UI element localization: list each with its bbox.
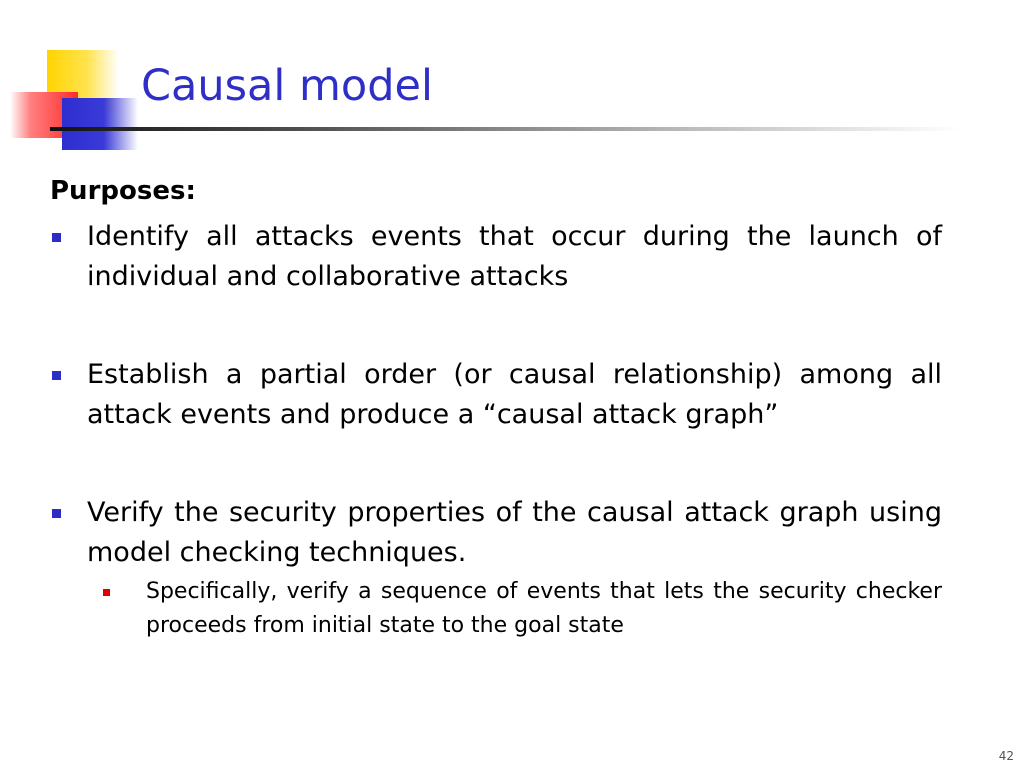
bullet-square-icon (52, 233, 61, 242)
slide-title: Causal model (141, 61, 433, 111)
bullet-square-icon (52, 371, 61, 380)
bullet-text: Establish a partial order (or causal relationship) among all attack events and produce a “causal attack graph” (87, 359, 942, 430)
bullet-item-2 (50, 355, 942, 435)
bullet-text: Verify the security properties of the causal attack graph using model checking techniques. (87, 497, 942, 568)
bullet-square-icon (52, 509, 61, 518)
logo-blue-square-icon (62, 98, 138, 150)
slide-content (50, 171, 942, 643)
bullet-item-1 (50, 217, 942, 297)
title-divider (50, 127, 960, 131)
bullet-text: Identify all attacks events that occur during the launch of individual and collaborative attacks (87, 221, 942, 292)
bullet-item-3 (50, 493, 942, 573)
purposes-heading: Purposes: (50, 176, 196, 206)
sub-bullet-text: Specifically, verify a sequence of events that lets the security checker proceeds from initial state to the goal state (146, 579, 942, 638)
page-number: 42 (998, 749, 1014, 763)
sub-bullet-item (146, 575, 942, 643)
sub-bullet-square-icon (103, 589, 110, 596)
